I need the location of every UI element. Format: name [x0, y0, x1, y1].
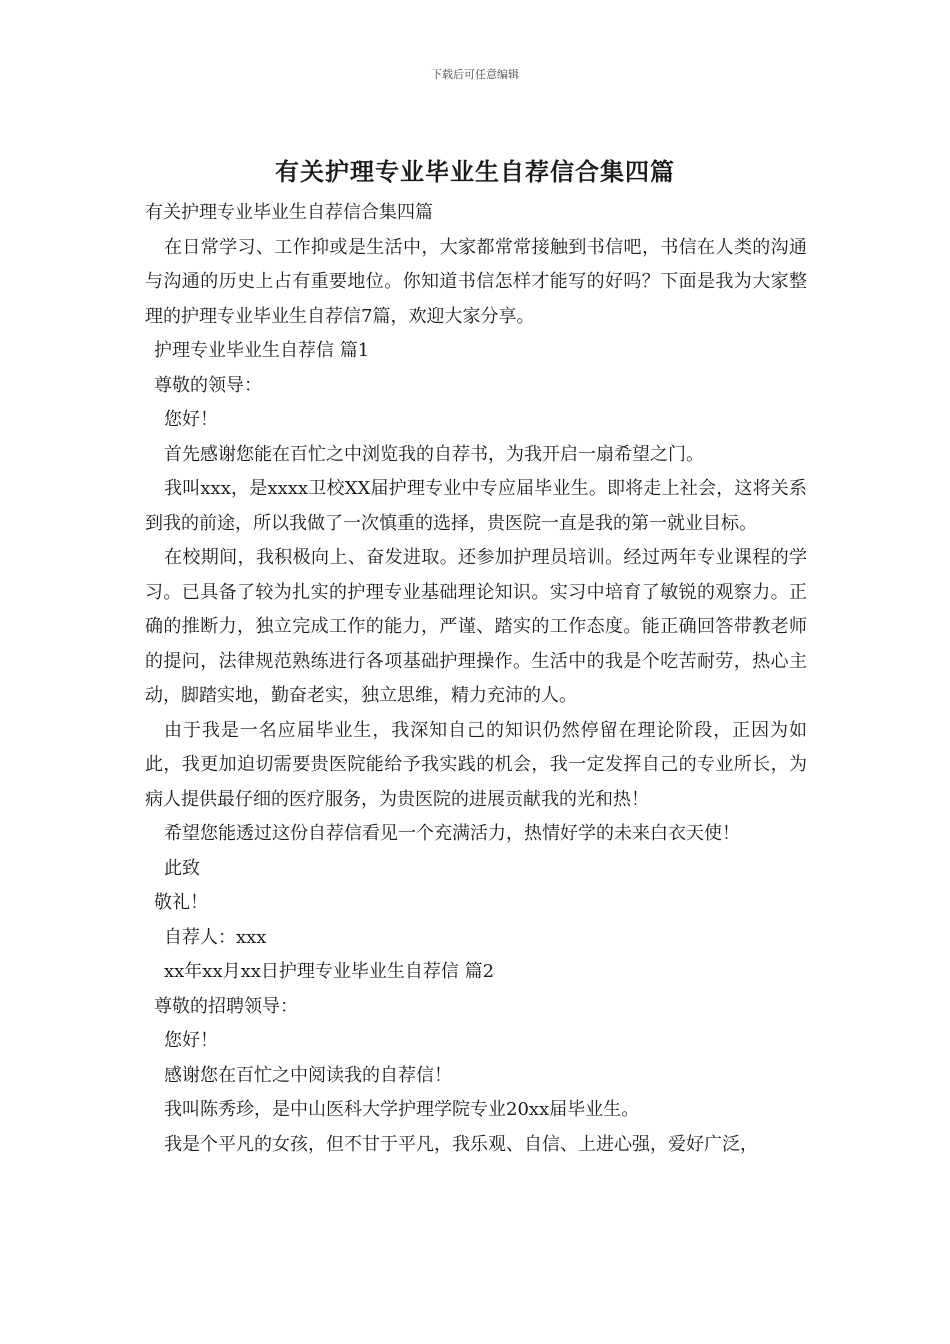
body-paragraph: 我叫陈秀珍，是中山医科大学护理学院专业20xx届毕业生。: [164, 1099, 640, 1120]
closing-regards: 敬礼！: [154, 892, 208, 913]
body-paragraph: 由于我是一名应届毕业生，我深知自己的知识仍然停留在理论阶段，正因为如此，我更加迫切需要贵医院能给予我实践的机会，我一定发挥自己的专业所长，为病人提供最仔细的医疗服务，为贵医院的进展贡献我的光和热！: [145, 719, 807, 810]
subtitle-line: 有关护理专业毕业生自荐信合集四篇: [145, 202, 433, 223]
document-body: [145, 196, 807, 1162]
letter-1-heading: 护理专业毕业生自荐信 篇1: [154, 340, 370, 361]
header-note: 下载后可任意编辑: [431, 68, 519, 81]
signature-line: 自荐人：xxx: [164, 926, 267, 948]
greeting: 您好！: [164, 1030, 218, 1051]
salutation: 尊敬的领导：: [154, 374, 262, 396]
document-title: 有关护理专业毕业生自荐信合集四篇: [275, 157, 675, 186]
salutation: 尊敬的招聘领导：: [154, 995, 298, 1017]
body-paragraph: 感谢您在百忙之中阅读我的自荐信！: [164, 1064, 452, 1086]
body-paragraph: 我叫xxx，是xxxx卫校XX届护理专业中专应届毕业生。即将走上社会，这将关系到我的前途，所以我做了一次慎重的选择，贵医院一直是我的第一就业目标。: [145, 478, 807, 534]
greeting: 您好！: [164, 409, 218, 430]
body-paragraph: 首先感谢您能在百忙之中浏览我的自荐书，为我开启一扇希望之门。: [164, 443, 704, 465]
closing-line: 此致: [164, 857, 200, 879]
body-paragraph: 希望您能透过这份自荐信看见一个充满活力，热情好学的未来白衣天使！: [164, 823, 740, 844]
intro-paragraph: 在日常学习、工作抑或是生活中，大家都常常接触到书信吧，书信在人类的沟通与沟通的历史上占有重要地位。你知道书信怎样才能写的好吗？下面是我为大家整理的护理专业毕业生自荐信7篇，欢迎大家分享。: [145, 236, 807, 327]
body-paragraph: 我是个平凡的女孩，但不甘于平凡，我乐观、自信、上进心强，爱好广泛，: [164, 1133, 758, 1155]
date-and-letter-2-heading: xx年xx月xx日护理专业毕业生自荐信 篇2: [164, 961, 495, 982]
body-paragraph: 在校期间，我积极向上、奋发进取。还参加护理员培训。经过两年专业课程的学习。已具备了较为扎实的护理专业基础理论知识。实习中培育了敏锐的观察力。正确的推断力，独立完成工作的能力，严谨、踏实的工作态度。能正确回答带教老师的提问，法律规范熟练进行各项基础护理操作。生活中的我是个吃苦耐劳，热心主动，脚踏实地，勤奋老实，独立思维，精力充沛的人。: [145, 547, 807, 706]
